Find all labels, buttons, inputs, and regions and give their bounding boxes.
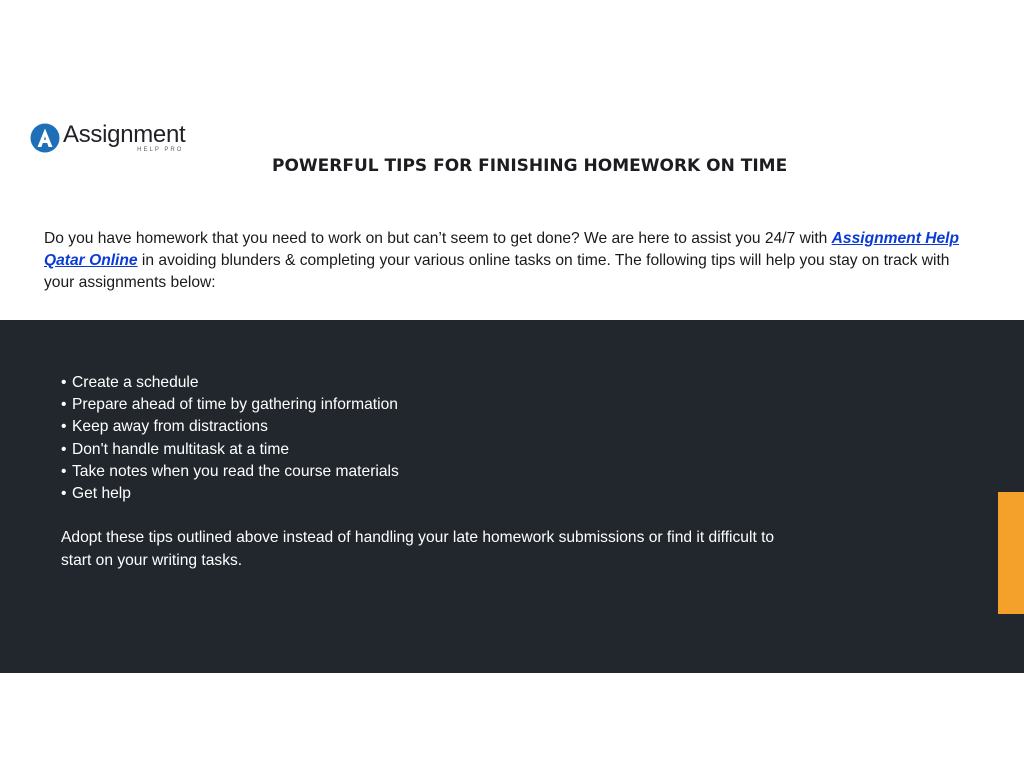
tip-text: Get help (72, 485, 131, 503)
list-item (61, 439, 399, 461)
intro-paragraph (44, 228, 974, 294)
logo-text (63, 120, 185, 156)
logo-a-icon (30, 123, 60, 153)
page-title: POWERFUL TIPS FOR FINISHING HOMEWORK ON TIME (272, 156, 788, 176)
list-item (61, 394, 399, 416)
tips-list (61, 372, 399, 505)
bullet: • (61, 440, 67, 458)
list-item (61, 416, 399, 438)
bullet: • (61, 374, 67, 391)
bullet: • (61, 396, 67, 414)
bullet: • (61, 462, 67, 480)
logo-word: Assignment (63, 121, 186, 148)
tip-text: Don't handle multitask at a time (72, 440, 290, 458)
accent-tab (998, 492, 1024, 614)
assignment-help-link[interactable]: Assignment Help Qatar Online (44, 230, 960, 269)
closing-paragraph: Adopt these tips outlined above instead of handling your late homework submissions or find it difficult to start on your writing tasks. (61, 529, 775, 569)
tip-text: Create a schedule (72, 374, 199, 391)
tip-text: Keep away from distractions (72, 418, 268, 436)
logo-subtitle: HELP PRO (137, 147, 184, 153)
tip-text: Take notes when you read the course materials (72, 462, 399, 480)
bullet: • (61, 418, 67, 436)
bullet: • (61, 485, 67, 503)
intro-text-start: Do you have homework that you need to work on but can’t seem to get done? We are here to assist you 24/7 with (44, 230, 832, 247)
tip-text: Prepare ahead of time by gathering information (72, 396, 398, 414)
tips-panel (0, 320, 1024, 673)
brand-logo (30, 120, 190, 156)
list-item (61, 461, 399, 483)
list-item (61, 372, 399, 394)
intro-text-end: in avoiding blunders & completing your various online tasks on time. The following tips will help you stay on track with your assignments below: (44, 252, 950, 291)
list-item (61, 483, 399, 505)
